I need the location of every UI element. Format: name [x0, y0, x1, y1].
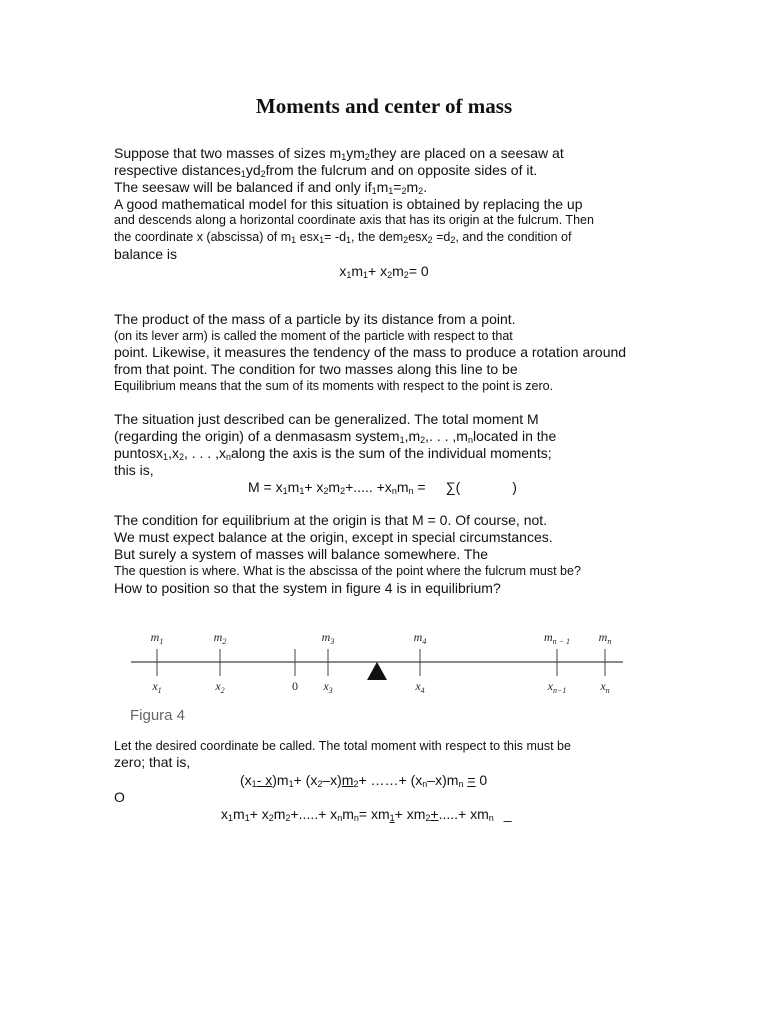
position-label-x3: $x_3$: [323, 679, 333, 695]
page-title: Moments and center of mass: [255, 94, 513, 118]
equation-zero-moment: ($x_1-$ $x)m_1+ (x_2-x)m_2+$ ……+ $(x_n-x)m_n = 0$: [240, 772, 488, 789]
mass-label-m3: $m_3$: [321, 630, 335, 646]
equation-total-moment: $M = x_1m_1+ x_2m_2+$..... $+x_nm_n$ = ∑( ): [248, 479, 517, 496]
position-label-x2: $x_2$: [215, 679, 225, 695]
p4-line-1: The condition for equilibrium at the origin is that M = 0. Of course, not.: [114, 512, 548, 528]
p4-line-3: But surely a system of masses will balance somewhere. The: [114, 546, 489, 562]
p1-line-6: the coordinate x (abscissa) of $m_1$ $esx_1= -d_1$, the $dem_2esx_2 =d_2$, and the condition of: [114, 230, 572, 245]
mass-label-mn-1: $m_{n - 1}$: [543, 630, 571, 646]
mass-label-m4: $m_4$: [413, 630, 427, 646]
mass-label-m1: $m_1$: [150, 630, 164, 646]
p1-line-2: respective $distances_1yd_2from$ the fulcrum and on opposite sides of it.: [114, 162, 538, 179]
fulcrum-triangle-icon: [367, 662, 387, 680]
p1-line-4: A good mathematical model for this situation is obtained by replacing the up: [114, 196, 583, 212]
p2-line-4: from that point. The condition for two masses along this line to be: [114, 361, 518, 377]
figure-caption: Figura 4: [130, 707, 186, 724]
p3-line-3: $puntosx_1,x_2$, . . . $,x_nalong$ the axis is the sum of the individual moments;: [114, 445, 552, 462]
mass-label-m2: $m_2$: [213, 630, 227, 646]
p2-line-3: point. Likewise, it measures the tendency of the mass to produce a rotation around: [114, 344, 627, 360]
p5-line-1: Let the desired coordinate be called. The total moment with respect to this must be: [114, 739, 571, 753]
p1-line-3: The seesaw will be balanced if and only $if_1m_1=_2m_2$.: [114, 179, 428, 196]
p5-line-2: zero; that is,: [114, 754, 191, 770]
p1-line-5: and descends along a horizontal coordinate axis that has its origin at the fulcrum. Then: [114, 213, 594, 227]
p2-line-5: Equilibrium means that the sum of its moments with respect to the point is zero.: [114, 379, 554, 393]
p2-line-1: The product of the mass of a particle by its distance from a point.: [114, 311, 516, 327]
p4-line-2: We must expect balance at the origin, except in special circumstances.: [114, 529, 553, 545]
p3-line-2: (regarding the origin) of a denmasasm $system_1,m_2$,. . . $,m_nlocated$ in the: [114, 428, 557, 445]
p2-line-2: (on its lever arm) is called the moment of the particle with respect to that: [114, 329, 513, 343]
position-label-xn: $x_n$: [600, 679, 610, 695]
figure-4-number-line: [125, 624, 635, 706]
p5-o-line: O: [114, 789, 125, 805]
position-label-x4: $x_4$: [415, 679, 425, 695]
position-label-xn-1: $x_{n-1}$: [547, 679, 567, 695]
p1-line-1: Suppose that two masses of sizes $m_1ym_2they$ are placed on a seesaw at: [114, 145, 564, 162]
equation-balance: $x_1m_1+ x_2m_2= 0$: [339, 263, 429, 280]
equation-center-of-mass: $x_1m_1+ x_2m_2+.....+ x_nm_n= xm_1+ xm_2+.....+ xm_n$ _: [221, 806, 512, 823]
mass-label-mn: $m_n$: [598, 630, 612, 646]
p3-line-1: The situation just described can be generalized. The total moment M: [114, 411, 539, 427]
p4-line-5: How to position so that the system in figure 4 is in equilibrium?: [114, 580, 501, 596]
p4-line-4: The question is where. What is the abscissa of the point where the fulcrum must be?: [114, 564, 581, 578]
position-label-x1: $x_1$: [152, 679, 162, 695]
p3-line-4: this is,: [114, 462, 154, 478]
p1-line-7: balance is: [114, 246, 178, 262]
position-label-origin: 0: [292, 679, 298, 693]
